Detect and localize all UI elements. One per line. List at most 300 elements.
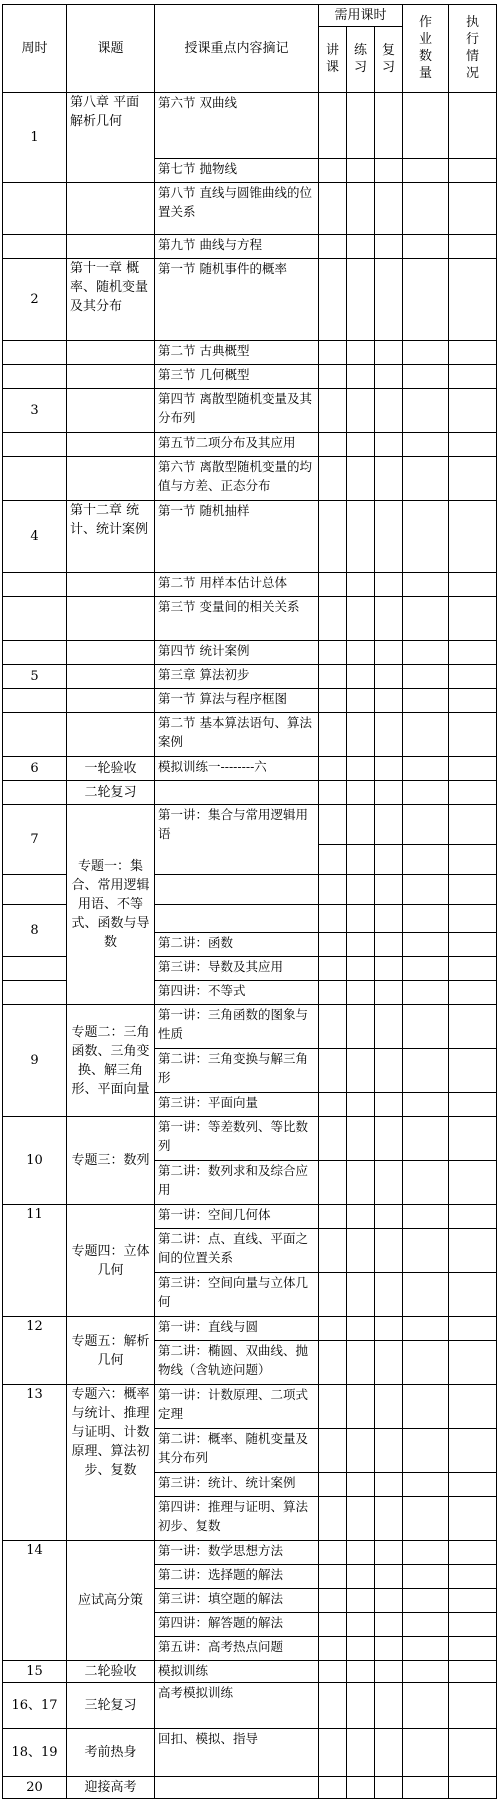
empty-cell: [155, 1777, 319, 1799]
empty-cell: [3, 433, 67, 457]
empty-cell: [319, 1317, 347, 1341]
empty-cell: [375, 1273, 403, 1317]
empty-cell: [403, 1005, 449, 1049]
table-row: [3, 597, 497, 641]
topic-cell: 第八章 平面解析几何: [67, 93, 155, 183]
empty-cell: [319, 1473, 347, 1497]
content-cell: 第一讲：直线与圆: [155, 1317, 319, 1341]
empty-cell: [319, 905, 347, 933]
table-row: [3, 501, 497, 573]
content-cell: 第一节 随机抽样: [155, 501, 319, 573]
week-cell: 12: [3, 1317, 67, 1385]
empty-cell: [3, 641, 67, 665]
empty-cell: [347, 573, 375, 597]
week-cell: 15: [3, 1661, 67, 1683]
content-cell: 第三讲：空间向量与立体几何: [155, 1273, 319, 1317]
empty-cell: [449, 457, 497, 501]
empty-cell: [375, 159, 403, 183]
empty-cell: [347, 235, 375, 259]
content-cell: 第八节 直线与圆锥曲线的位置关系: [155, 183, 319, 235]
empty-cell: [319, 457, 347, 501]
week-cell: 13: [3, 1385, 67, 1541]
empty-cell: [403, 1117, 449, 1161]
week-cell: 11: [3, 1205, 67, 1317]
content-cell: 第二讲：三角变换与解三角形: [155, 1049, 319, 1093]
content-cell: 第三讲：平面向量: [155, 1093, 319, 1117]
empty-cell: [403, 457, 449, 501]
content-cell: 第五节二项分布及其应用: [155, 433, 319, 457]
content-cell: 模拟训练: [155, 1661, 319, 1683]
header-content: 授课重点内容摘记: [155, 5, 319, 93]
empty-cell: [375, 713, 403, 757]
empty-cell: [403, 183, 449, 235]
empty-cell: [375, 1613, 403, 1637]
empty-cell: [449, 1729, 497, 1777]
empty-cell: [3, 597, 67, 641]
empty-cell: [347, 93, 375, 159]
topic-cell: 考前热身: [67, 1729, 155, 1777]
table-row: [3, 1005, 497, 1049]
empty-cell: [319, 1005, 347, 1049]
empty-cell: [319, 235, 347, 259]
content-cell: 第一讲：计数原理、二项式定理: [155, 1385, 319, 1429]
empty-cell: [403, 875, 449, 905]
empty-cell: [3, 713, 67, 757]
empty-cell: [347, 159, 375, 183]
empty-cell: [375, 805, 403, 845]
empty-cell: [319, 1613, 347, 1637]
header-review-cell: [375, 27, 403, 93]
table-row: [3, 183, 497, 235]
empty-cell: [449, 389, 497, 433]
table-row: [3, 1541, 497, 1565]
content-cell: 第二讲：椭圆、双曲线、抛物线（含轨迹问题）: [155, 1341, 319, 1385]
empty-cell: [403, 1205, 449, 1229]
empty-cell: [449, 1589, 497, 1613]
empty-cell: [347, 597, 375, 641]
empty-cell: [347, 689, 375, 713]
topic-cell: 专题五：解析几何: [67, 1317, 155, 1385]
empty-cell: [403, 597, 449, 641]
table-row: [3, 93, 497, 159]
header-lecture-cell: [319, 27, 347, 93]
topic-cell: 二轮复习: [67, 781, 155, 805]
empty-cell: [449, 713, 497, 757]
empty-cell: [403, 781, 449, 805]
empty-cell: [375, 93, 403, 159]
empty-cell: [449, 875, 497, 905]
empty-cell: [375, 1729, 403, 1777]
empty-cell: [347, 1777, 375, 1799]
empty-cell: [67, 341, 155, 365]
week-cell: 2: [3, 259, 67, 341]
empty-cell: [403, 573, 449, 597]
empty-cell: [403, 341, 449, 365]
content-cell: 第三节 变量间的相关关系: [155, 597, 319, 641]
content-cell: 回扣、模拟、指导: [155, 1729, 319, 1777]
topic-cell: 第十二章 统计、统计案例: [67, 501, 155, 573]
week-cell: 9: [3, 1005, 67, 1117]
empty-cell: [319, 641, 347, 665]
empty-cell: [449, 1565, 497, 1589]
empty-cell: [375, 457, 403, 501]
empty-cell: [375, 235, 403, 259]
empty-cell: [319, 689, 347, 713]
empty-cell: [319, 757, 347, 781]
empty-cell: [375, 875, 403, 905]
empty-cell: [319, 1161, 347, 1205]
empty-cell: [403, 235, 449, 259]
week-cell: 16、17: [3, 1683, 67, 1729]
empty-cell: [403, 433, 449, 457]
week-cell: 20: [3, 1777, 67, 1799]
header-topic: 课题: [67, 5, 155, 93]
week-cell-empty: [3, 183, 67, 235]
topic-cell: 二轮验收: [67, 1661, 155, 1683]
content-cell: 第二节 基本算法语句、算法案例: [155, 713, 319, 757]
empty-cell: [319, 341, 347, 365]
empty-cell: [449, 1117, 497, 1161]
schedule-document: [0, 4, 498, 1799]
empty-cell: [403, 159, 449, 183]
table-row: [3, 1205, 497, 1229]
empty-cell: [67, 457, 155, 501]
empty-cell: [449, 1497, 497, 1541]
empty-cell: [449, 597, 497, 641]
empty-cell: [3, 235, 67, 259]
table-row: [3, 641, 497, 665]
empty-cell: [375, 1541, 403, 1565]
empty-cell: [403, 957, 449, 981]
empty-cell: [375, 1565, 403, 1589]
table-row: [3, 1661, 497, 1683]
week-cell: 6: [3, 757, 67, 781]
week-cell: 1: [3, 93, 67, 183]
empty-cell: [319, 597, 347, 641]
content-cell: 第三节 几何概型: [155, 365, 319, 389]
empty-cell: [347, 457, 375, 501]
content-cell: 第一讲：集合与常用逻辑用语: [155, 805, 319, 875]
empty-cell: [449, 433, 497, 457]
empty-cell: [3, 341, 67, 365]
empty-cell: [449, 1229, 497, 1273]
empty-cell: [347, 1429, 375, 1473]
empty-cell: [403, 1541, 449, 1565]
empty-cell: [347, 1497, 375, 1541]
empty-cell: [449, 957, 497, 981]
empty-cell: [347, 1473, 375, 1497]
header-hours: 需用课时: [319, 5, 403, 27]
empty-cell: [375, 183, 403, 235]
empty-cell: [347, 1541, 375, 1565]
empty-cell: [375, 597, 403, 641]
empty-cell: [319, 805, 347, 845]
empty-cell: [403, 805, 449, 845]
empty-cell: [67, 641, 155, 665]
empty-cell: [347, 805, 375, 845]
empty-cell: [449, 1637, 497, 1661]
empty-cell: [375, 433, 403, 457]
table-row: [3, 1385, 497, 1429]
empty-cell: [319, 1205, 347, 1229]
empty-cell: [449, 905, 497, 933]
table-row: [3, 781, 497, 805]
table-row: [3, 235, 497, 259]
header-week: 周时: [3, 5, 67, 93]
empty-cell: [67, 689, 155, 713]
empty-cell: [347, 981, 375, 1005]
table-row: [3, 689, 497, 713]
content-cell: 第三讲：填空题的解法: [155, 1589, 319, 1613]
header-status: 执行情况: [465, 15, 479, 81]
empty-cell: [449, 845, 497, 875]
empty-cell: [375, 501, 403, 573]
empty-cell: [3, 981, 67, 1005]
topic-cell: 迎接高考: [67, 1777, 155, 1799]
empty-cell: [347, 781, 375, 805]
empty-cell: [347, 1093, 375, 1117]
content-cell: 第四讲：解答题的解法: [155, 1613, 319, 1637]
empty-cell: [403, 93, 449, 159]
empty-cell: [449, 1317, 497, 1341]
empty-cell: [403, 1161, 449, 1205]
header-practice-cell: [347, 27, 375, 93]
table-row: [3, 1729, 497, 1777]
empty-cell: [319, 1497, 347, 1541]
empty-cell: [403, 1497, 449, 1541]
empty-cell: [319, 573, 347, 597]
empty-cell: [347, 433, 375, 457]
table-row: [3, 1117, 497, 1161]
empty-cell: [375, 573, 403, 597]
empty-cell: [67, 665, 155, 689]
topic-cell: 三轮复习: [67, 1683, 155, 1729]
empty-cell: [347, 1683, 375, 1729]
empty-cell: [3, 781, 67, 805]
empty-cell: [449, 259, 497, 341]
empty-cell: [347, 905, 375, 933]
empty-cell: [319, 1273, 347, 1317]
empty-cell: [375, 1497, 403, 1541]
empty-cell: [319, 1565, 347, 1589]
table-row: [3, 341, 497, 365]
empty-cell: [319, 933, 347, 957]
empty-cell: [3, 689, 67, 713]
empty-cell: [319, 713, 347, 757]
week-cell: 4: [3, 501, 67, 573]
empty-cell: [347, 757, 375, 781]
empty-cell: [449, 1473, 497, 1497]
empty-cell: [375, 845, 403, 875]
topic-cell: 专题一：集合、常用逻辑用语、不等式、函数与导数: [67, 805, 155, 1005]
empty-cell: [375, 981, 403, 1005]
empty-cell: [375, 1093, 403, 1117]
empty-cell: [449, 1049, 497, 1093]
header-status-cell: [449, 5, 497, 93]
empty-cell: [319, 159, 347, 183]
content-cell: 第三章 算法初步: [155, 665, 319, 689]
empty-cell: [449, 573, 497, 597]
empty-cell: [319, 389, 347, 433]
empty-cell: [347, 1273, 375, 1317]
empty-cell: [319, 781, 347, 805]
empty-cell: [347, 957, 375, 981]
empty-cell: [403, 259, 449, 341]
empty-cell: [403, 1473, 449, 1497]
empty-cell: [375, 757, 403, 781]
empty-cell: [375, 389, 403, 433]
empty-cell: [347, 365, 375, 389]
empty-cell: [319, 1637, 347, 1661]
content-cell: 第二讲：选择题的解法: [155, 1565, 319, 1589]
empty-cell: [375, 1317, 403, 1341]
content-cell: 第二讲：函数: [155, 933, 319, 957]
topic-cell: 第十一章 概率、随机变量及其分布: [67, 259, 155, 341]
content-cell: 第二讲：概率、随机变量及其分布列: [155, 1429, 319, 1473]
empty-cell: [449, 1341, 497, 1385]
empty-cell: [375, 1341, 403, 1385]
empty-cell: [375, 689, 403, 713]
empty-cell: [319, 433, 347, 457]
content-cell: 第一节 算法与程序框图: [155, 689, 319, 713]
week-cell: 18、19: [3, 1729, 67, 1777]
empty-cell: [449, 1661, 497, 1683]
empty-cell: [319, 957, 347, 981]
week-cell: 5: [3, 665, 67, 689]
empty-cell: [375, 1117, 403, 1161]
header-practice: 练习: [353, 43, 367, 75]
empty-cell: [449, 1161, 497, 1205]
empty-cell: [375, 933, 403, 957]
empty-cell: [347, 1613, 375, 1637]
content-cell: 第一讲：等差数列、等比数列: [155, 1117, 319, 1161]
empty-cell: [347, 259, 375, 341]
empty-cell: [403, 905, 449, 933]
empty-cell: [403, 713, 449, 757]
empty-cell: [449, 1205, 497, 1229]
empty-cell: [403, 1273, 449, 1317]
empty-cell: [375, 1229, 403, 1273]
empty-cell: [319, 1229, 347, 1273]
table-row: [3, 1683, 497, 1729]
empty-cell: [449, 1429, 497, 1473]
empty-cell: [403, 845, 449, 875]
empty-cell: [347, 1205, 375, 1229]
empty-cell: [375, 665, 403, 689]
empty-cell: [403, 1093, 449, 1117]
empty-cell: [347, 1117, 375, 1161]
empty-cell: [155, 905, 319, 933]
empty-cell: [155, 875, 319, 905]
empty-cell: [347, 501, 375, 573]
empty-cell: [403, 1589, 449, 1613]
empty-cell: [375, 1637, 403, 1661]
content-cell: 高考模拟训练: [155, 1683, 319, 1729]
empty-cell: [347, 1161, 375, 1205]
empty-cell: [319, 259, 347, 341]
empty-cell: [3, 875, 67, 905]
content-cell: 第四讲：不等式: [155, 981, 319, 1005]
empty-cell: [347, 1385, 375, 1429]
table-row: [3, 389, 497, 433]
empty-cell: [449, 93, 497, 159]
empty-cell: [403, 1683, 449, 1729]
empty-cell: [347, 183, 375, 235]
empty-cell: [449, 183, 497, 235]
empty-cell: [319, 1661, 347, 1683]
empty-cell: [449, 1683, 497, 1729]
empty-cell: [375, 1049, 403, 1093]
content-cell: 第五讲：高考热点问题: [155, 1637, 319, 1661]
topic-cell: 专题二：三角函数、三角变换、解三角形、平面向量: [67, 1005, 155, 1117]
table-row: [3, 259, 497, 341]
empty-cell: [403, 1661, 449, 1683]
header-row: [3, 5, 497, 27]
empty-cell: [319, 1093, 347, 1117]
topic-cell: 应试高分策: [67, 1541, 155, 1661]
empty-cell: [449, 501, 497, 573]
week-cell: 7: [3, 805, 67, 875]
table-row: [3, 713, 497, 757]
empty-cell: [375, 1683, 403, 1729]
empty-cell: [375, 1205, 403, 1229]
table-row: [3, 757, 497, 781]
content-cell: 第二节 古典概型: [155, 341, 319, 365]
empty-cell: [319, 1541, 347, 1565]
empty-cell: [347, 845, 375, 875]
empty-cell: [449, 1005, 497, 1049]
empty-cell: [3, 957, 67, 981]
empty-cell: [403, 665, 449, 689]
topic-cell-empty: [67, 183, 155, 235]
empty-cell: [449, 1273, 497, 1317]
week-cell: 8: [3, 905, 67, 957]
empty-cell: [347, 1729, 375, 1777]
topic-cell: 专题三：数列: [67, 1117, 155, 1205]
content-cell: 第九节 曲线与方程: [155, 235, 319, 259]
empty-cell: [347, 1341, 375, 1385]
empty-cell: [3, 365, 67, 389]
empty-cell: [403, 365, 449, 389]
content-cell: 第四讲：推理与证明、算法初步、复数: [155, 1497, 319, 1541]
content-cell: 第七节 抛物线: [155, 159, 319, 183]
empty-cell: [67, 389, 155, 433]
empty-cell: [319, 365, 347, 389]
empty-cell: [403, 1429, 449, 1473]
empty-cell: [347, 665, 375, 689]
empty-cell: [319, 501, 347, 573]
empty-cell: [403, 1341, 449, 1385]
table-row: [3, 665, 497, 689]
empty-cell: [347, 875, 375, 905]
empty-cell: [319, 1729, 347, 1777]
empty-cell: [403, 1229, 449, 1273]
content-cell: 第三讲：统计、统计案例: [155, 1473, 319, 1497]
empty-cell: [375, 1589, 403, 1613]
empty-cell: [403, 1729, 449, 1777]
empty-cell: [403, 1385, 449, 1429]
topic-cell: 一轮验收: [67, 757, 155, 781]
table-row: [3, 805, 497, 845]
empty-cell: [67, 597, 155, 641]
content-cell: 第三讲：导数及其应用: [155, 957, 319, 981]
empty-cell: [403, 1613, 449, 1637]
empty-cell: [449, 1385, 497, 1429]
empty-cell: [449, 757, 497, 781]
empty-cell: [375, 781, 403, 805]
empty-cell: [403, 933, 449, 957]
empty-cell: [403, 641, 449, 665]
